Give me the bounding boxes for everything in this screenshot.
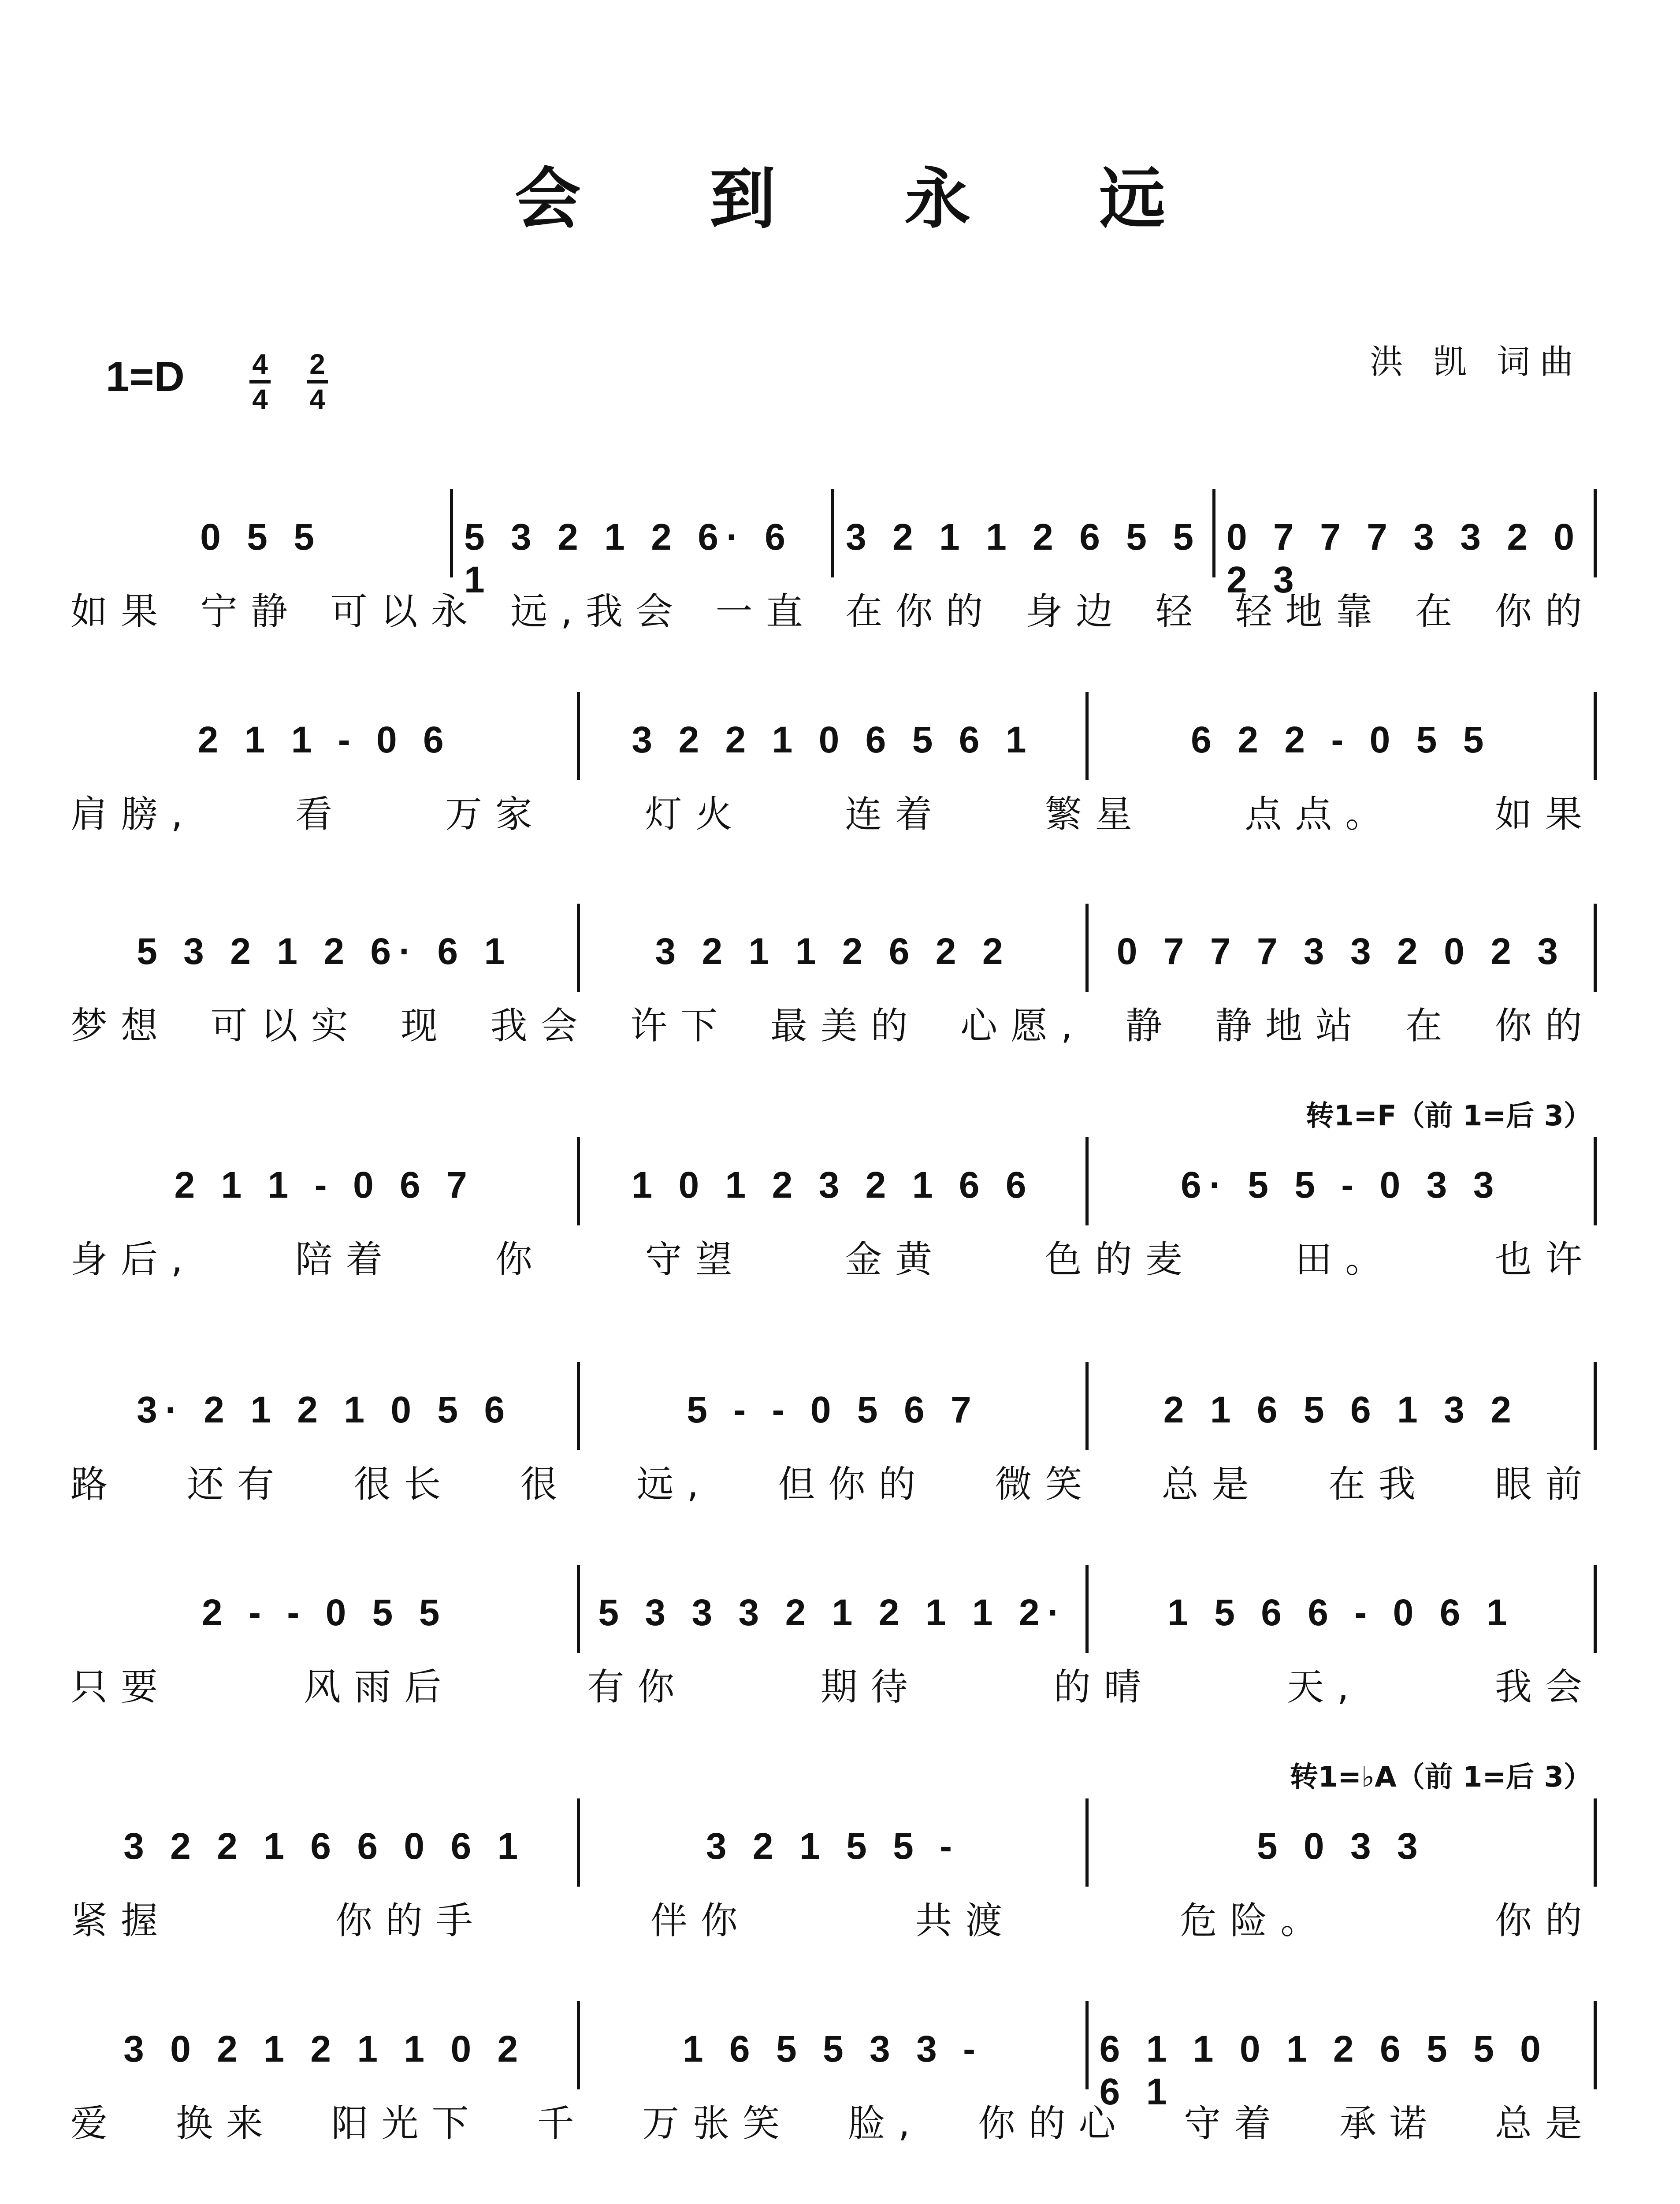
measure-notes: 3 2 2 1 6 6 0 6 1 xyxy=(123,1825,526,1867)
time-signature-4-4 xyxy=(247,348,273,415)
measure-notes: 0 5 5 xyxy=(200,516,322,558)
barline xyxy=(450,489,453,577)
lyrics-row xyxy=(71,1657,1595,1710)
measure xyxy=(1096,1578,1587,1653)
lyrics-row xyxy=(71,1891,1595,1944)
measure xyxy=(587,2014,1078,2089)
lyric: 但你的 xyxy=(778,1463,929,1506)
lyric: 肩膀, xyxy=(71,793,196,836)
lyric: 期待 xyxy=(820,1665,921,1709)
barline xyxy=(1212,489,1215,577)
lyric: 紧握 xyxy=(71,1899,171,1942)
measure xyxy=(79,1578,570,1653)
measure-notes: 3 2 2 1 0 6 5 6 1 xyxy=(632,719,1034,760)
barline xyxy=(1594,1362,1597,1450)
notes-row xyxy=(71,1578,1595,1653)
modulation-marking: 转1=F（前 1=后 3） xyxy=(1305,1100,1592,1132)
lyric: 有你 xyxy=(587,1665,688,1709)
time-sig-bottom: 4 xyxy=(252,383,268,415)
measure xyxy=(79,1812,570,1887)
measure xyxy=(1096,1812,1587,1887)
lyric: 静 xyxy=(1125,1004,1176,1047)
lyric: 在 xyxy=(1405,1004,1456,1047)
measure-notes: 5 3 3 3 2 1 2 1 1 2· xyxy=(598,1592,1068,1633)
measure xyxy=(461,503,824,600)
lyric: 远, xyxy=(636,1463,712,1506)
time-sig-divider xyxy=(307,380,328,383)
lyric: 你的手 xyxy=(335,1899,486,1942)
barline xyxy=(577,692,580,780)
lyrics-row xyxy=(71,1455,1595,1508)
barline xyxy=(577,2001,580,2089)
notes-row xyxy=(71,1812,1595,1887)
barline xyxy=(1594,1798,1597,1887)
measure xyxy=(587,917,1078,992)
lyric: 一直 xyxy=(715,590,816,633)
barline xyxy=(577,1565,580,1653)
measure xyxy=(1223,503,1587,600)
lyric: 我会 xyxy=(490,1004,591,1047)
measure-notes: 2 - - 0 5 5 xyxy=(201,1592,448,1633)
notes-row xyxy=(71,1375,1595,1450)
measure-notes: 6 2 2 - 0 5 5 xyxy=(1191,719,1492,760)
lyric: 如果 xyxy=(1494,793,1595,836)
lyric: 爱 xyxy=(71,2102,121,2145)
lyric: 路 xyxy=(71,1463,121,1506)
lyric: 连着 xyxy=(845,793,946,836)
lyric: 很 xyxy=(520,1463,571,1506)
lyric: 可以实 xyxy=(210,1004,361,1047)
measure-notes: 2 1 1 - 0 6 xyxy=(197,719,452,760)
barline xyxy=(831,489,834,577)
lyric: 只要 xyxy=(71,1665,171,1709)
measure-notes: 5 0 3 3 xyxy=(1256,1825,1426,1867)
measure-notes: 3· 2 1 2 1 0 5 6 xyxy=(137,1389,513,1430)
lyric: 最美的 xyxy=(770,1004,921,1047)
time-signature-2-4 xyxy=(304,348,331,415)
barline xyxy=(1085,1565,1089,1653)
lyric: 你的 xyxy=(1494,1899,1595,1942)
measure-notes: 5 3 2 1 2 6· 6 1 xyxy=(464,516,794,600)
lyric: 梦想 xyxy=(71,1004,171,1047)
barline xyxy=(1594,489,1597,577)
notes-row xyxy=(71,2014,1595,2112)
lyric: 承诺 xyxy=(1339,2102,1440,2145)
barline xyxy=(1594,904,1597,992)
measure-notes: 1 5 6 6 - 0 6 1 xyxy=(1167,1592,1515,1633)
lyrics-row xyxy=(71,785,1595,838)
lyrics-row xyxy=(71,582,1595,635)
measure xyxy=(587,705,1078,780)
lyric: 总是 xyxy=(1494,2102,1595,2145)
lyric: 我会 xyxy=(1494,1665,1595,1709)
lyric: 的晴 xyxy=(1053,1665,1154,1709)
lyric: 身边 xyxy=(1026,590,1126,633)
lyric: 眼前 xyxy=(1494,1463,1595,1506)
lyric: 如果 xyxy=(71,590,171,633)
measure xyxy=(79,917,570,992)
lyrics-row xyxy=(71,996,1595,1049)
measure-notes: 5 3 2 1 2 6· 6 1 xyxy=(137,931,513,972)
barline xyxy=(1085,692,1089,780)
lyric: 色的麦 xyxy=(1044,1238,1196,1281)
lyric: 看 xyxy=(295,793,346,836)
notes-row xyxy=(71,705,1595,780)
lyric: 轻 xyxy=(1155,590,1206,633)
lyric: 脸, xyxy=(847,2102,923,2145)
lyric: 还有 xyxy=(187,1463,288,1506)
lyric: 你的心 xyxy=(978,2102,1129,2145)
modulation-marking: 转1=♭A（前 1=后 3） xyxy=(1290,1761,1592,1794)
measure xyxy=(79,1375,570,1450)
barline xyxy=(577,1362,580,1450)
barline xyxy=(1594,692,1597,780)
lyric: 阳光下 xyxy=(331,2102,482,2145)
lyric: 现 xyxy=(401,1004,451,1047)
lyric: 宁静 xyxy=(200,590,301,633)
lyric: 轻地靠 xyxy=(1235,590,1386,633)
lyric: 千 xyxy=(537,2102,587,2145)
lyric: 守着 xyxy=(1184,2102,1285,2145)
notes-row xyxy=(71,917,1595,992)
lyrics-row xyxy=(71,2094,1595,2147)
barline xyxy=(1085,1137,1089,1225)
lyric: 共渡 xyxy=(915,1899,1016,1942)
measure xyxy=(79,1150,570,1225)
measure xyxy=(1096,1375,1587,1450)
measure-notes: 3 2 1 1 2 6 5 5 xyxy=(845,516,1202,558)
barline xyxy=(1085,1362,1089,1450)
barline xyxy=(1594,2001,1597,2089)
lyric: 在我 xyxy=(1328,1463,1429,1506)
barline xyxy=(577,1798,580,1887)
key-signature: 1=D xyxy=(106,353,185,400)
barline xyxy=(1085,904,1089,992)
measure xyxy=(79,2014,570,2089)
lyric: 你 xyxy=(495,1238,546,1281)
barline xyxy=(1085,2001,1089,2089)
lyric: 灯火 xyxy=(645,793,746,836)
measure-notes: 5 - - 0 5 6 7 xyxy=(687,1389,979,1430)
lyric: 你的 xyxy=(1494,590,1595,633)
lyric: 微笑 xyxy=(995,1463,1096,1506)
measure xyxy=(1096,2014,1587,2112)
lyric: 天, xyxy=(1287,1665,1362,1709)
lyric: 换来 xyxy=(175,2102,276,2145)
barline xyxy=(1594,1565,1597,1653)
measure xyxy=(1096,917,1587,992)
measure-notes: 0 7 7 7 3 3 2 0 2 3 xyxy=(1227,516,1583,600)
measure xyxy=(842,503,1205,577)
measure-notes: 6· 5 5 - 0 3 3 xyxy=(1181,1164,1502,1206)
lyric: 心愿, xyxy=(960,1004,1086,1047)
lyric: 点点。 xyxy=(1245,793,1396,836)
barline xyxy=(1085,1798,1089,1887)
lyric: 田。 xyxy=(1295,1238,1396,1281)
measure xyxy=(79,503,443,577)
lyric: 风雨后 xyxy=(304,1665,455,1709)
measure-notes: 2 1 6 5 6 1 3 2 xyxy=(1163,1389,1519,1430)
lyric: 许下 xyxy=(630,1004,731,1047)
lyric: 在你的 xyxy=(845,590,996,633)
measure-notes: 1 0 1 2 3 2 1 6 6 xyxy=(632,1164,1034,1206)
measure-notes: 6 1 1 0 1 2 6 5 5 0 6 1 xyxy=(1099,2028,1549,2112)
measure-notes: 3 0 2 1 2 1 1 0 2 xyxy=(123,2028,526,2070)
measure xyxy=(1096,1150,1587,1225)
measure-notes: 3 2 1 1 2 6 2 2 xyxy=(655,931,1011,972)
measure xyxy=(1096,705,1587,780)
lyric: 总是 xyxy=(1161,1463,1262,1506)
measure xyxy=(587,1578,1078,1653)
notes-row xyxy=(71,503,1595,600)
barline xyxy=(577,904,580,992)
measure-notes: 3 2 1 5 5 - xyxy=(706,1825,960,1867)
lyric: 守望 xyxy=(645,1238,746,1281)
time-sig-divider xyxy=(249,380,271,383)
time-sig-top: 4 xyxy=(252,348,268,380)
lyric: 万张笑 xyxy=(642,2102,793,2145)
lyric: 在 xyxy=(1415,590,1466,633)
measure xyxy=(587,1150,1078,1225)
lyric: 也许 xyxy=(1494,1238,1595,1281)
song-title: 会 到 永 远 xyxy=(514,160,1219,238)
measure xyxy=(587,1812,1078,1887)
lyric: 万家 xyxy=(445,793,546,836)
notes-row xyxy=(71,1150,1595,1225)
lyrics-row xyxy=(71,1230,1595,1283)
lyric: 你的 xyxy=(1494,1004,1595,1047)
measure-notes: 2 1 1 - 0 6 7 xyxy=(174,1164,475,1206)
barline xyxy=(1594,1137,1597,1225)
time-sig-bottom: 4 xyxy=(309,383,325,415)
lyric: 繁星 xyxy=(1044,793,1145,836)
barline xyxy=(577,1137,580,1225)
lyric: 金黄 xyxy=(845,1238,946,1281)
measure xyxy=(587,1375,1078,1450)
measure-notes: 0 7 7 7 3 3 2 0 2 3 xyxy=(1116,931,1566,972)
lyric: 危险。 xyxy=(1180,1899,1331,1942)
lyric: 远,我会 xyxy=(510,590,686,633)
lyric: 静地站 xyxy=(1215,1004,1366,1047)
composer-credit: 洪 凯 词曲 xyxy=(1369,342,1583,381)
lyric: 陪着 xyxy=(295,1238,396,1281)
lyric: 身后, xyxy=(71,1238,196,1281)
measure xyxy=(79,705,570,780)
time-sig-top: 2 xyxy=(309,348,325,380)
measure-notes: 1 6 5 5 3 3 - xyxy=(682,2028,984,2070)
lyric: 伴你 xyxy=(650,1899,751,1942)
lyric: 很长 xyxy=(353,1463,454,1506)
lyric: 可以永 xyxy=(330,590,481,633)
